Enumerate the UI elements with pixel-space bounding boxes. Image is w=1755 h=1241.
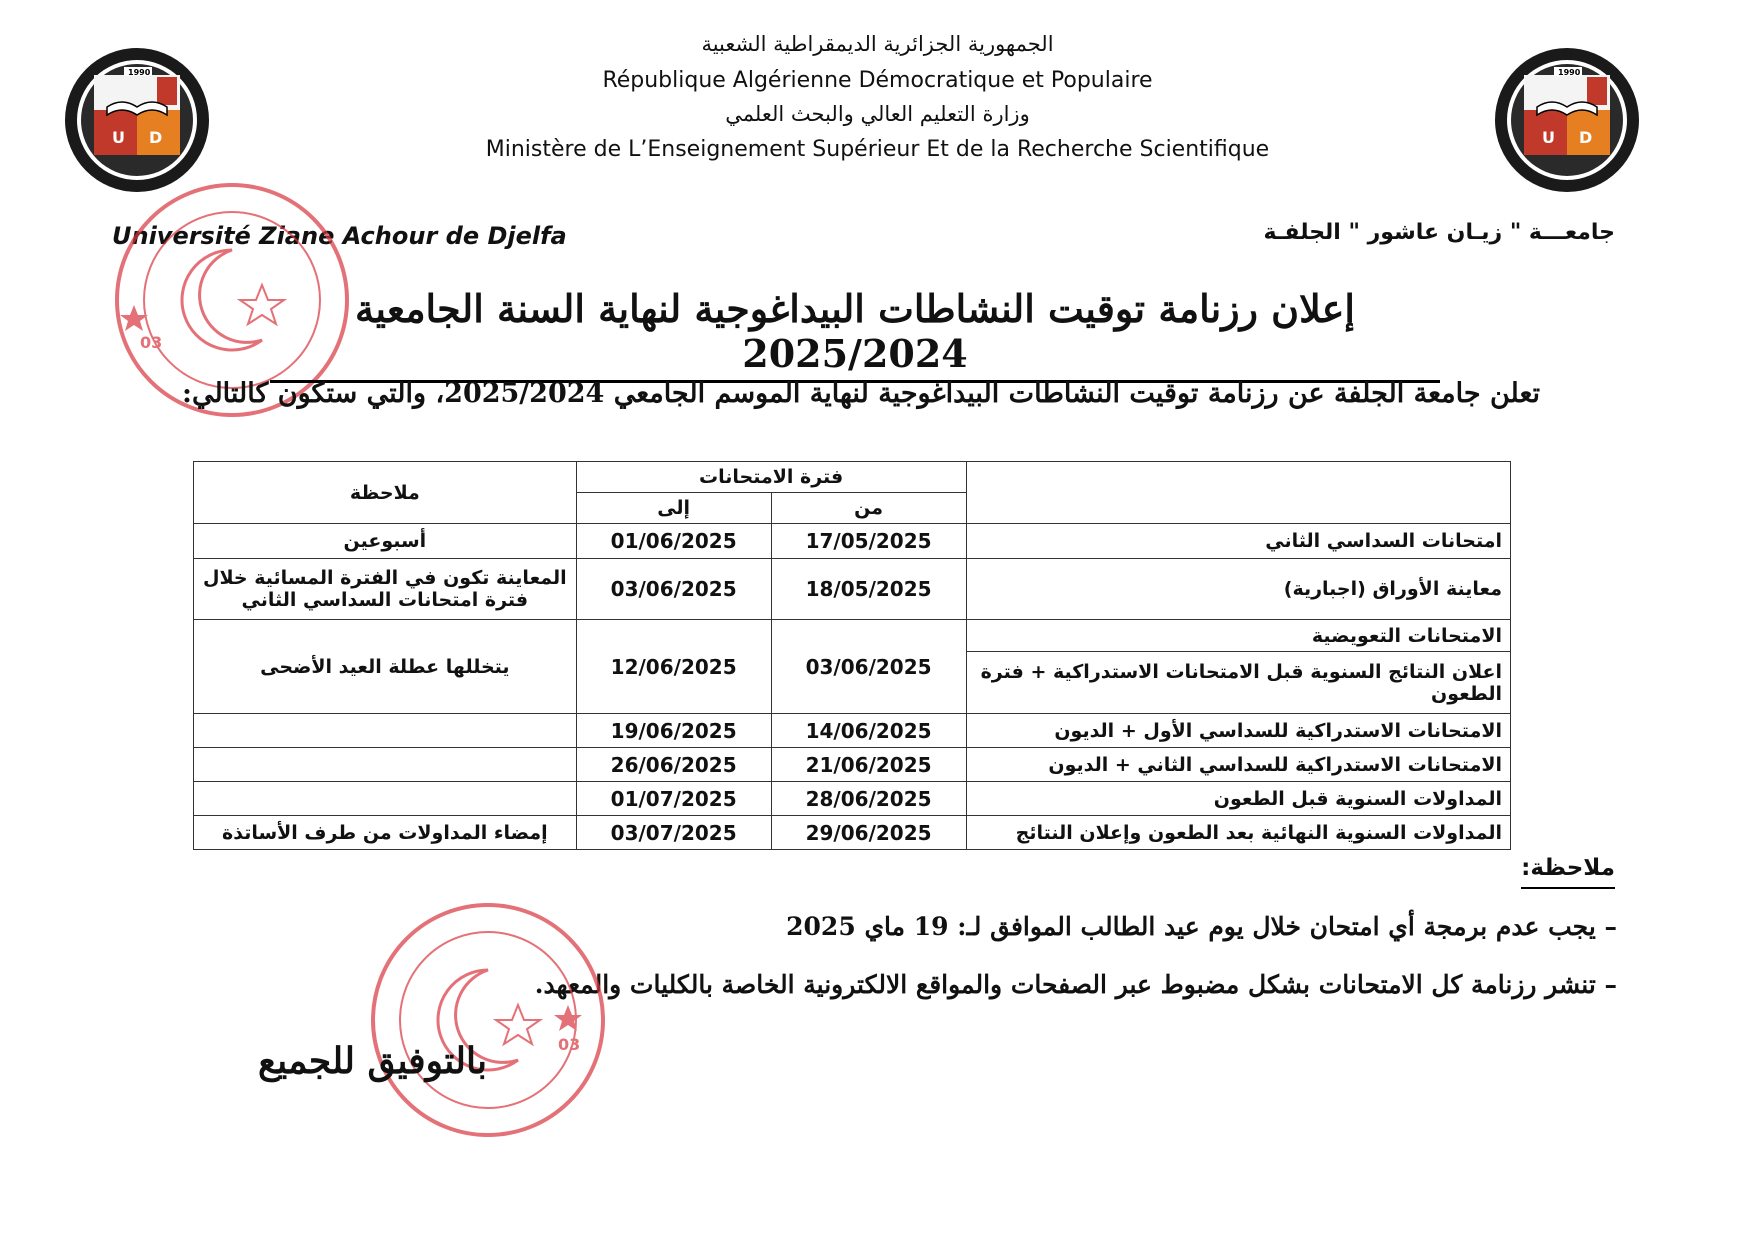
table-row (194, 559, 1511, 620)
row-to: 03/07/2025 (576, 816, 771, 850)
header-from: من (771, 493, 966, 524)
row-note (194, 748, 577, 782)
row-activity: اعلان النتائج السنوية قبل الامتحانات الاستدراكية + فترة الطعون (966, 652, 1510, 714)
logo-letter-u: U (112, 128, 125, 147)
official-stamp-bottom (368, 900, 608, 1140)
table-row (194, 816, 1511, 850)
row-activity: المداولات السنوية النهائية بعد الطعون وإعلان النتائج (966, 816, 1510, 850)
row-activity: الامتحانات الاستدراكية للسداسي الأول + الديون (966, 714, 1510, 748)
ministry-fr: Ministère de L’Enseignement Supérieur Et de la Recherche Scientifique (485, 137, 1270, 162)
schedule-table (193, 461, 1511, 850)
row-to: 01/07/2025 (576, 782, 771, 816)
row-to: 01/06/2025 (576, 524, 771, 559)
row-from: 18/05/2025 (771, 559, 966, 620)
logo-letter-u: U (1542, 128, 1555, 147)
university-logo-right (1492, 45, 1642, 195)
table-row (194, 714, 1511, 748)
logo-letter-d: D (1579, 128, 1593, 147)
ministry-ar: وزارة التعليم العالي والبحث العلمي (725, 102, 1030, 126)
row-activity: المداولات السنوية قبل الطعون (966, 782, 1510, 816)
logo-year: 1990 (128, 68, 151, 77)
row-note: المعاينة تكون في الفترة المسائية خلال فترة امتحانات السداسي الثاني (194, 559, 577, 620)
header-activity (966, 462, 1510, 524)
table-header-row (194, 462, 1511, 493)
row-from: 29/06/2025 (771, 816, 966, 850)
row-note (194, 714, 577, 748)
row-to: 03/06/2025 (576, 559, 771, 620)
note-item: – يجب عدم برمجة أي امتحان خلال يوم عيد الطالب الموافق لـ: 19 ماي 2025 (786, 912, 1617, 941)
university-logo-left (62, 45, 212, 195)
row-to: 26/06/2025 (576, 748, 771, 782)
header-period: فترة الامتحانات (576, 462, 966, 493)
republic-fr: République Algérienne Démocratique et Populaire (602, 68, 1153, 93)
logo-letter-d: D (149, 128, 163, 147)
row-to: 19/06/2025 (576, 714, 771, 748)
row-note: يتخللها عطلة العيد الأضحى (194, 620, 577, 714)
row-from: 28/06/2025 (771, 782, 966, 816)
university-name-fr: Université Ziane Achour de Djelfa (112, 222, 567, 250)
logo-year: 1990 (1558, 68, 1581, 77)
row-activity: امتحانات السداسي الثاني (966, 524, 1510, 559)
table-row (194, 524, 1511, 559)
row-activity: الامتحانات الاستدراكية للسداسي الثاني + الديون (966, 748, 1510, 782)
closing-text: بالتوفيق للجميع (258, 1040, 488, 1082)
header-note: ملاحظة (194, 462, 577, 524)
stamp-number: 03 (140, 333, 163, 352)
notes-heading: ملاحظة: (1521, 855, 1615, 889)
row-activity: معاينة الأوراق (اجبارية) (966, 559, 1510, 620)
row-note: أسبوعين (194, 524, 577, 559)
row-from: 14/06/2025 (771, 714, 966, 748)
page-title: إعلان رزنامة توقيت النشاطات البيداغوجية لنهاية السنة الجامعية 2025/2024 (270, 286, 1440, 383)
header-to: إلى (576, 493, 771, 524)
row-from: 03/06/2025 (771, 620, 966, 714)
row-from: 21/06/2025 (771, 748, 966, 782)
row-note (194, 782, 577, 816)
intro-paragraph: تعلن جامعة الجلفة عن رزنامة توقيت النشاطات البيداغوجية لنهاية الموسم الجامعي 2025/2024، والتي ستكون كالتالي: (181, 378, 1540, 409)
table-row (194, 782, 1511, 816)
table-row (194, 620, 1511, 652)
row-note: إمضاء المداولات من طرف الأساتذة (194, 816, 577, 850)
table-row (194, 748, 1511, 782)
row-activity: الامتحانات التعويضية (966, 620, 1510, 652)
stamp-number: 03 (558, 1035, 581, 1054)
university-name-ar: جامعـــة " زيـان عاشور " الجلفـة (1263, 220, 1615, 245)
republic-ar: الجمهورية الجزائرية الديمقراطية الشعبية (701, 32, 1054, 56)
row-to: 12/06/2025 (576, 620, 771, 714)
note-item: – تنشر رزنامة كل الامتحانات بشكل مضبوط عبر الصفحات والمواقع الالكترونية الخاصة بالكليات والمعهد. (534, 970, 1617, 999)
row-from: 17/05/2025 (771, 524, 966, 559)
